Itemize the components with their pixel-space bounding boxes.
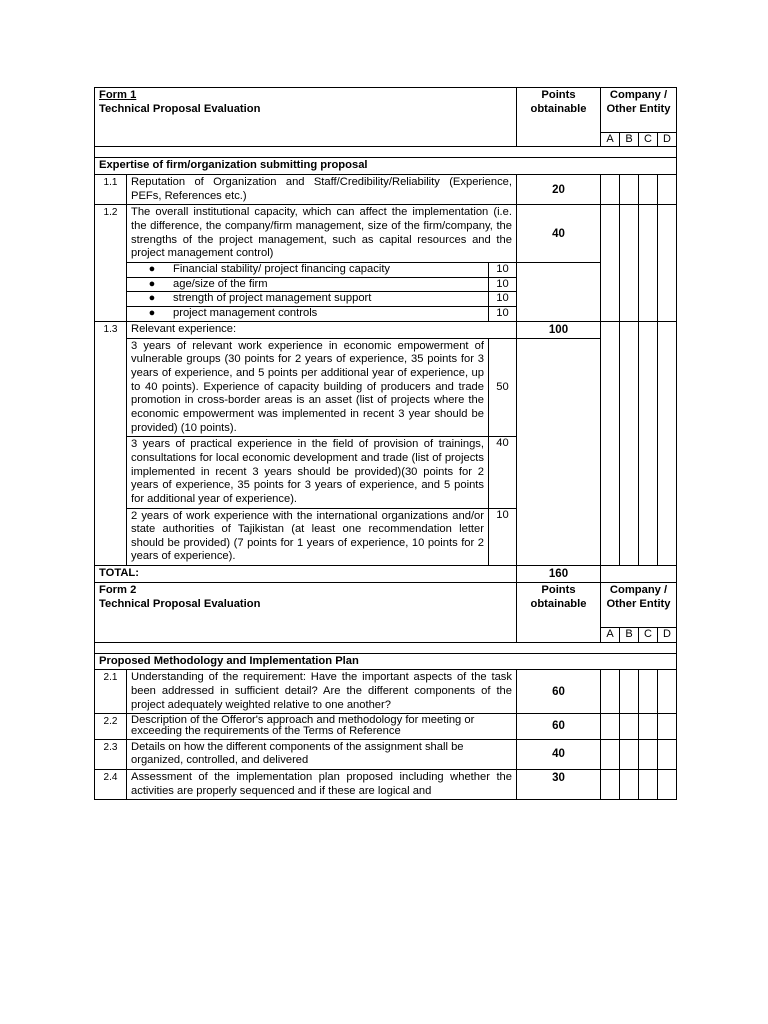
experience-row <box>95 338 677 437</box>
bullet-text-cell <box>127 292 489 307</box>
form1-company-header: Company / Other Entity <box>601 88 677 133</box>
bullet-row <box>95 263 677 278</box>
item-text: Reputation of Organization and Staff/Credibility/Reliability (Experience, PEFs, References etc.) <box>127 175 517 205</box>
form2-col-b: B <box>620 628 639 642</box>
item-number: 1.1 <box>95 175 127 205</box>
bullet-points: 10 <box>489 306 517 321</box>
item-2-1-row <box>95 670 677 714</box>
item-2-3-row <box>95 739 677 769</box>
total-points: 160 <box>517 566 601 583</box>
total-row <box>95 566 677 583</box>
form2-col-d: D <box>658 628 677 642</box>
form1-section-title: Expertise of firm/organization submitting proposal <box>95 158 677 175</box>
bullet-points: 10 <box>489 292 517 307</box>
bullet-text: strength of project management support <box>173 292 372 305</box>
form1-col-a: A <box>601 133 620 147</box>
bullet-text: project management controls <box>173 306 318 319</box>
bullet-text-cell <box>127 306 489 321</box>
experience-points: 50 <box>489 338 517 437</box>
item-points: 60 <box>517 670 601 714</box>
bullet-points: 10 <box>489 277 517 292</box>
form1-col-c: C <box>639 133 658 147</box>
item-number: 2.1 <box>95 670 127 714</box>
form1-col-b: B <box>620 133 639 147</box>
item-1-1-row <box>95 175 677 205</box>
bullet-icon: ● <box>148 306 156 319</box>
form2-col-a: A <box>601 628 620 642</box>
form2-spacer-row <box>95 642 677 653</box>
item-text: Understanding of the requirement: Have the important aspects of the task been addressed in sufficient detail? Are the different components of the project adequately weighted relative to one another? <box>127 670 517 714</box>
item-text: Details on how the different components of the assignment shall be organized, controlled, and delivered <box>127 739 517 769</box>
item-points: 30 <box>517 769 601 799</box>
bullet-text-cell <box>127 277 489 292</box>
form2-col-c: C <box>639 628 658 642</box>
bullet-points: 10 <box>489 263 517 278</box>
form2-company-header: Company / Other Entity <box>601 583 677 628</box>
item-points: 40 <box>517 205 601 263</box>
item-1-2-row <box>95 205 677 263</box>
form1-header-row <box>95 88 677 133</box>
form1-title: Form 1 <box>99 89 137 101</box>
form2-points-header: Points obtainable <box>517 583 601 642</box>
form2-title-cell <box>95 583 517 642</box>
bullet-icon: ● <box>148 263 156 275</box>
item-points: 60 <box>517 714 601 739</box>
item-points: 20 <box>517 175 601 205</box>
item-text: Relevant experience: <box>127 321 517 338</box>
form2-section-row <box>95 653 677 670</box>
item-points: 40 <box>517 739 601 769</box>
item-number: 2.3 <box>95 739 127 769</box>
item-text: The overall institutional capacity, which can affect the implementation (i.e. the difference, the company/firm management, size of the firm/company, the strengths of the project management, such as capital resources and the project management control) <box>127 205 517 263</box>
item-number: 1.2 <box>95 205 127 321</box>
item-text: Description of the Offeror's approach and methodology for meeting or exceeding the requirements of the Terms of Reference <box>127 714 517 739</box>
item-number: 2.4 <box>95 769 127 799</box>
form1-col-d: D <box>658 133 677 147</box>
form2-section-title: Proposed Methodology and Implementation Plan <box>95 653 677 670</box>
experience-text: 3 years of practical experience in the field of provision of trainings, consultations for local economic development and trade (list of projects implemented in recent 3 years should be provided)(30 points for 2 years of experience, 35 points for 3 years of experience, and 5 points for additional year of experience). <box>127 437 489 508</box>
experience-text: 2 years of work experience with the international organizations and/or state authorities of Tajikistan (at least one recommendation letter should be provided) (7 points for 1 years of experience, 10 points for 2 years of experience). <box>127 508 489 566</box>
item-1-3-row <box>95 321 677 338</box>
total-label: TOTAL: <box>95 566 517 583</box>
form1-section-row <box>95 158 677 175</box>
experience-text: 3 years of relevant work experience in economic empowerment of vulnerable groups (30 points for 2 years of experience, 35 points for 3 years of experience, and 5 points per additional year of experience, up to 40 points). Experience of capacity building of producers and trade promotion in cross-border areas is an asset (list of projects where the economic empowerment was implemented in recent 3 year should be provided) (10 points). <box>127 338 489 437</box>
form1-subtitle: Technical Proposal Evaluation <box>99 102 261 115</box>
form1-spacer-row <box>95 147 677 158</box>
item-number: 2.2 <box>95 714 127 739</box>
form2-subtitle: Technical Proposal Evaluation <box>99 597 261 610</box>
form1-title-cell <box>95 88 517 147</box>
evaluation-table <box>94 87 677 800</box>
item-2-4-row <box>95 769 677 799</box>
experience-points: 40 <box>489 437 517 508</box>
item-points: 100 <box>517 321 601 338</box>
bullet-text: age/size of the firm <box>173 277 268 290</box>
bullet-text-cell <box>127 263 489 278</box>
form2-title: Form 2 <box>99 584 137 597</box>
form2-header-row <box>95 583 677 628</box>
bullet-icon: ● <box>148 292 156 305</box>
item-text: Assessment of the implementation plan proposed including whether the activities are properly sequenced and if these are logical and <box>127 769 517 799</box>
bullet-icon: ● <box>148 277 156 290</box>
item-2-2-row <box>95 714 677 739</box>
bullet-text: Financial stability/ project financing capacity <box>173 263 391 275</box>
experience-points: 10 <box>489 508 517 566</box>
item-number: 1.3 <box>95 321 127 566</box>
form1-points-header: Points obtainable <box>517 88 601 147</box>
